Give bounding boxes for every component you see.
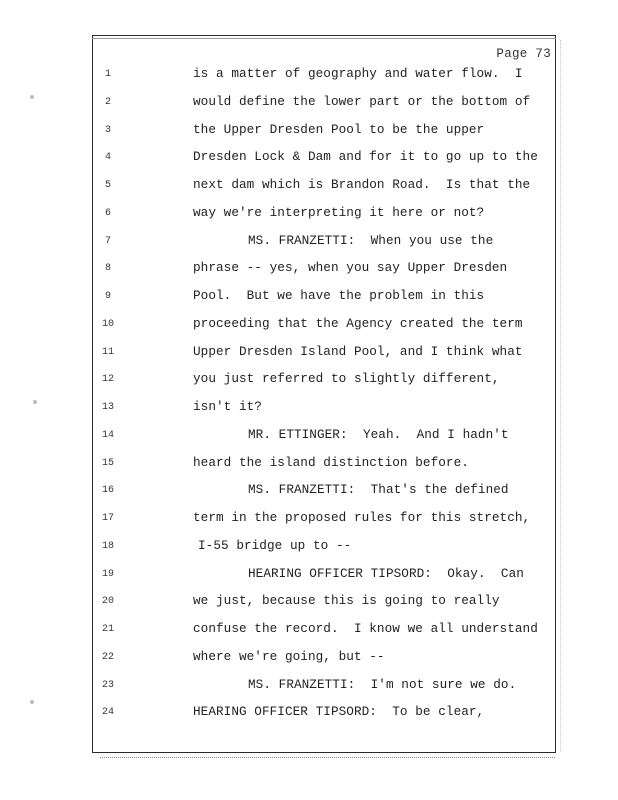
line-number: 14 [101,429,114,441]
line-text: Pool. But we have the problem in this [193,288,485,303]
line-number: 18 [101,540,114,552]
line-number: 3 [104,124,111,136]
transcript-line [0,704,618,724]
line-number: 24 [101,707,114,719]
line-number: 23 [101,679,114,691]
line-number: 17 [101,513,114,524]
line-number: 19 [101,568,114,580]
transcript-line [0,371,618,391]
line-text: where we're going, but -- [193,648,385,664]
transcript-line [0,149,618,169]
transcript-line [0,177,618,197]
line-number: 1 [104,69,111,80]
transcript-line [0,455,618,475]
line-text: would define the lower part or the bottom of [193,93,531,109]
transcript-line [0,94,618,114]
scan-speck [30,700,34,704]
line-text: MR. ETTINGER: Yeah. And I hadn't [248,426,509,442]
line-text: heard the island distinction before. [193,454,469,470]
transcript-line [0,260,618,280]
line-text: we just, because this is going to really [193,593,500,609]
line-text: HEARING OFFICER TIPSORD: To be clear, [193,704,485,720]
transcript-line [0,566,618,586]
transcript-line [0,399,618,419]
line-number: 21 [101,624,114,635]
line-text: MS. FRANZETTI: I'm not sure we do. [248,676,517,692]
line-number: 9 [104,291,111,302]
line-number: 15 [101,457,114,469]
transcript-line [0,122,618,142]
scan-speck [33,400,37,404]
line-number: 12 [101,374,114,386]
page-number: Page 73 [496,47,551,61]
line-number: 5 [104,180,111,191]
line-number: 10 [101,318,114,330]
line-text: proceeding that the Agency created the term [193,315,523,331]
line-text: isn't it? [193,399,262,414]
line-text: you just referred to slightly different, [193,371,500,387]
transcript-page-frame [92,35,556,753]
line-number: 11 [101,346,114,358]
line-number: 20 [101,596,114,608]
transcript-line [0,538,618,558]
line-number: 16 [101,485,114,497]
line-text: the Upper Dresden Pool to be the upper [193,121,485,137]
line-number: 6 [104,207,111,219]
transcript-line [0,288,618,308]
line-number: 8 [104,263,111,275]
transcript-line [0,427,618,447]
line-number: 13 [101,402,114,413]
line-text: next dam which is Brandon Road. Is that the [193,177,531,192]
line-text: MS. FRANZETTI: That's the defined [248,482,509,498]
scan-speck [30,95,34,99]
right-margin-edge [560,40,561,752]
transcript-line [0,233,618,253]
line-text: phrase -- yes, when you say Upper Dresden [193,260,508,276]
line-text: HEARING OFFICER TIPSORD: Okay. Can [248,565,524,581]
transcript-line [0,649,618,669]
line-number: 2 [104,96,111,108]
transcript-line [0,677,618,697]
line-text: way we're interpreting it here or not? [193,204,485,220]
line-number: 7 [104,235,111,247]
line-text: term in the proposed rules for this stretch, [193,510,531,525]
transcript-line [0,593,618,613]
transcript-line [0,316,618,336]
transcript-line [0,510,618,530]
frame-top-rule [92,38,556,39]
transcript-line [0,66,618,86]
line-number: 4 [104,152,111,164]
line-text: Dresden Lock & Dam and for it to go up to the [193,149,538,165]
footer-rule [100,757,555,758]
line-text: I-55 bridge up to -- [198,537,352,553]
transcript-line [0,621,618,641]
transcript-line [0,205,618,225]
line-text: Upper Dresden Island Pool, and I think what [193,343,523,359]
transcript-line [0,482,618,502]
line-text: confuse the record. I know we all understand [193,621,538,636]
transcript-line [0,344,618,364]
line-text: is a matter of geography and water flow. I [193,66,523,81]
line-number: 22 [101,651,114,663]
line-text: MS. FRANZETTI: When you use the [248,232,494,248]
